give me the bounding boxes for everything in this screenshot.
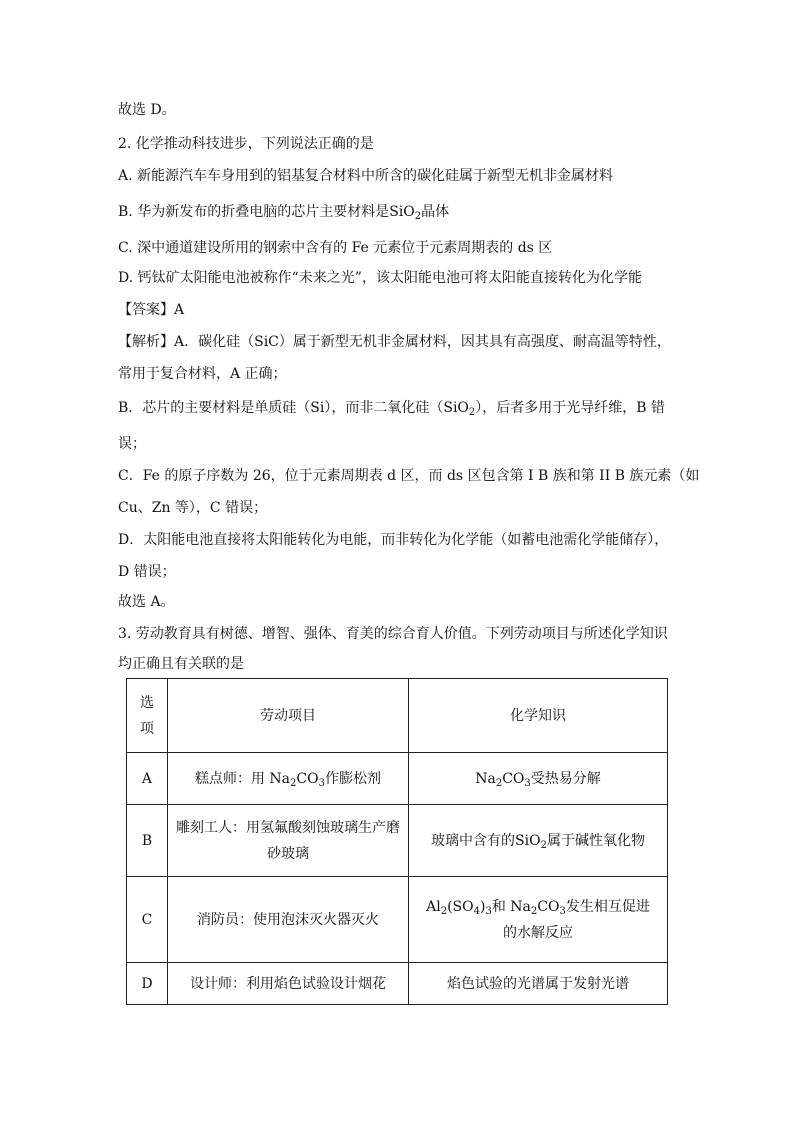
q2-explanation-b-line1: [118, 398, 678, 418]
q2-option-b-subscript: 2: [414, 211, 422, 222]
row-b-labor: [167, 805, 408, 877]
q2-option-a: A. 新能源汽车车身用到的铝基复合材料中所含的碳化硅属于新型无机非金属材料: [118, 168, 614, 184]
row-c-chem-s4: 2: [530, 905, 538, 917]
row-c-chem-s3: 3: [485, 905, 492, 917]
q3-stem-line2: 均正确且有关联的是: [118, 656, 244, 672]
row-c-chem-tail: 发生相互促进: [565, 898, 650, 915]
row-d-labor: 设计师：利用焰色试验设计烟花: [167, 963, 408, 1005]
row-c-chem-mid: 和: [491, 898, 511, 915]
row-a-chem-s2: 3: [524, 777, 531, 789]
q2-option-b-text: B. 华为新发布的折叠电脑的芯片主要材料是: [118, 204, 390, 220]
row-c-labor: 消防员：使用泡沫灭火器灭火: [167, 877, 408, 963]
row-a-labor-f2: CO: [296, 770, 319, 787]
row-c-chem-s2: 4: [473, 905, 480, 917]
q2-stem: 2. 化学推动科技进步，下列说法正确的是: [118, 136, 374, 152]
row-b-chem-tail: 属于碱性氧化物: [546, 832, 645, 849]
row-a-labor-text: 糕点师：用: [194, 770, 270, 787]
table-row: [127, 877, 668, 963]
table-row: [127, 963, 668, 1005]
q2-option-b-formula: SiO: [389, 204, 415, 220]
q2-option-d: D. 钙钛矿太阳能电池被称作“未来之光”，该太阳能电池可将太阳能直接转化为化学能: [118, 270, 642, 286]
row-c-chem-f4: Na: [510, 898, 531, 915]
row-a-option: A: [127, 753, 168, 805]
row-a-chem-tail: 受热易分解: [530, 770, 601, 787]
row-a-chem-f2: CO: [502, 770, 525, 787]
row-c-option: C: [127, 877, 168, 963]
q3-table: [126, 678, 668, 1005]
row-b-labor-line2: 砂玻璃: [266, 845, 309, 862]
header-option-char2: 项: [139, 720, 154, 737]
row-c-chem-f2: (SO: [447, 898, 474, 915]
row-a-chemistry: [408, 753, 667, 805]
row-b-option: B: [127, 805, 168, 877]
row-b-chemistry: [408, 805, 667, 877]
row-b-chem-formula: SiO: [515, 832, 541, 849]
header-option-char1: 选: [139, 694, 154, 711]
row-c-chem-line2: 的水解反应: [502, 924, 573, 941]
q2-expl-b-text: B．芯片的主要材料是单质硅（Si），而非二氧化硅（: [118, 400, 444, 416]
row-c-chem-s5: 3: [559, 905, 566, 917]
row-b-chem-sub: 2: [540, 839, 547, 851]
q2-explanation-d-line2: D 错误；: [118, 564, 176, 580]
header-labor: 劳动项目: [167, 679, 408, 753]
q2-option-b-tail: 晶体: [421, 204, 450, 220]
q2-conclusion: 故选 A。: [118, 594, 175, 610]
row-c-chemistry: [408, 877, 667, 963]
row-a-labor-s2: 3: [318, 777, 325, 789]
q2-expl-b-formula: SiO: [443, 400, 469, 416]
q2-answer: 【答案】A: [118, 302, 185, 318]
q3-stem-line1: 3. 劳动教育具有树德、增智、强体、育美的综合育人价值。下列劳动项目与所述化学知识: [118, 626, 668, 642]
row-c-chem-line1: [417, 894, 659, 920]
row-a-labor: [167, 753, 408, 805]
q2-explanation-d-line1: D．太阳能电池直接将太阳能转化为电能，而非转化为化学能（如蓄电池需化学能储存），: [118, 532, 669, 548]
row-b-labor-line1: 雕刻工人：用氢氟酸刻蚀玻璃生产磨: [175, 819, 400, 836]
table-row: [127, 753, 668, 805]
row-c-chem-f5: CO: [537, 898, 560, 915]
table-row: [127, 805, 668, 877]
q2-expl-b-tail: ），后者多用于光导纤维，B 错: [475, 400, 666, 416]
q2-explanation-a-line2: 常用于复合材料，A 正确；: [118, 366, 287, 382]
row-a-chem-s1: 2: [495, 777, 503, 789]
header-option: [127, 679, 168, 753]
row-b-chem-text: 玻璃中含有的: [431, 832, 516, 849]
row-c-chem-f3: ): [480, 898, 486, 915]
q2-option-b: [118, 202, 678, 222]
row-a-labor-s1: 2: [290, 777, 297, 789]
previous-conclusion: 故选 D。: [118, 102, 176, 118]
q2-expl-b-subscript: 2: [468, 407, 476, 418]
row-a-labor-tail: 作膨松剂: [324, 770, 381, 787]
row-c-chem-f1: Al: [426, 898, 441, 915]
row-a-chem-f1: Na: [475, 770, 496, 787]
row-d-option: D: [127, 963, 168, 1005]
q2-explanation-b-line2: 误；: [118, 436, 146, 452]
q2-explanation-c-line2: Cu、Zn 等），C 错误；: [118, 500, 268, 516]
q2-option-c: C. 深中通道建设所用的钢索中含有的 Fe 元素位于元素周期表的 ds 区: [118, 240, 553, 256]
header-chemistry: 化学知识: [408, 679, 667, 753]
table-header-row: [127, 679, 668, 753]
row-a-labor-f1: Na: [269, 770, 291, 787]
row-d-chemistry: 焰色试验的光谱属于发射光谱: [408, 963, 667, 1005]
q2-explanation-c-line1: C．Fe 的原子序数为 26，位于元素周期表 d 区，而 ds 区包含第 I B 族和第 II B 族元素（如: [118, 468, 700, 484]
row-c-chem-s1: 2: [440, 905, 448, 917]
q2-explanation-a-line1: 【解析】A．碳化硅（SiC）属于新型无机非金属材料，因其具有高强度、耐高温等特性，: [118, 334, 671, 350]
